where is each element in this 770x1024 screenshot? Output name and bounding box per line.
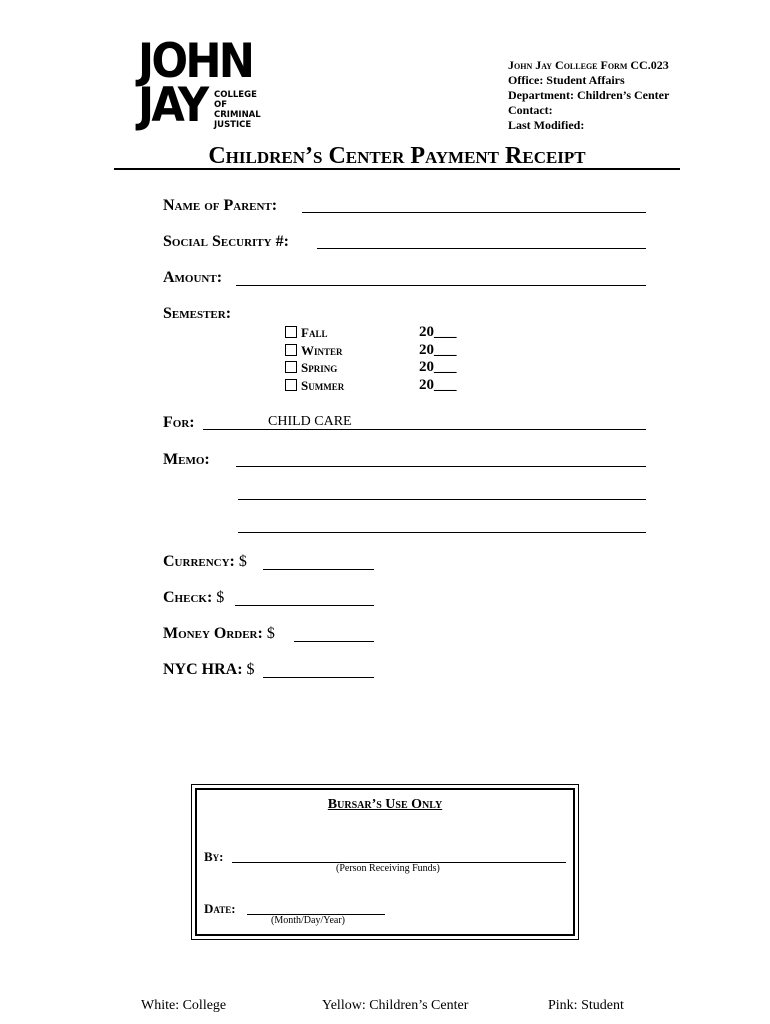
bursar-date-note: (Month/Day/Year) [271,915,345,926]
amount-label: Amount: [163,269,223,286]
amount-field[interactable] [236,285,646,286]
memo-field-line-2[interactable] [238,499,646,500]
footer-pink-copy: Pink: Student [548,998,624,1013]
for-label: For: [163,414,195,431]
page-title: Children’s Center Payment Receipt [208,143,586,169]
memo-label: Memo: [163,451,210,468]
title-underline [114,168,680,170]
bursar-by-label: By: [204,849,224,864]
semester-option-summer[interactable]: Summer [285,378,344,394]
department-line: Department: Children’s Center [508,88,670,102]
for-value: CHILD CARE [268,414,352,429]
ssn-field[interactable] [317,248,646,249]
parent-name-field[interactable] [302,212,646,213]
money-order-label: Money Order: $ [163,625,275,642]
office-line: Office: Student Affairs [508,73,625,87]
checkbox-icon[interactable] [285,361,297,373]
logo-line-2: JAY [138,78,207,133]
semester-option-fall[interactable]: Fall [285,325,327,341]
semester-year-spring: 20___ [419,359,457,375]
contact-line: Contact: [508,103,553,117]
semester-year-winter: 20___ [419,342,457,358]
logo-small-text: COLLEGE OF CRIMINAL JUSTICE [214,90,261,130]
parent-name-label: Name of Parent: [163,197,278,214]
semester-label: Semester: [163,305,232,322]
checkbox-icon[interactable] [285,326,297,338]
nyc-hra-label: NYC HRA: $ [163,661,255,678]
bursar-by-note: (Person Receiving Funds) [336,863,440,874]
ssn-label: Social Security #: [163,233,289,250]
footer-white-copy: White: College [141,998,227,1013]
memo-field-line-3[interactable] [238,532,646,533]
logo-line-1: JOHN [138,34,253,89]
currency-label: Currency: $ [163,553,247,570]
bursar-heading: Bursar’s Use Only [327,797,443,812]
footer-yellow-copy: Yellow: Children’s Center [322,998,469,1013]
check-field[interactable] [235,605,374,606]
checkbox-icon[interactable] [285,379,297,391]
last-modified-line: Last Modified: [508,118,585,132]
john-jay-logo [138,34,262,133]
semester-year-summer: 20___ [419,377,457,393]
form-header-info [508,58,669,133]
form-number: John Jay College Form CC.023 [508,58,669,72]
memo-field-line-1[interactable] [236,466,646,467]
nyc-hra-field[interactable] [263,677,374,678]
bursar-date-label: Date: [204,901,236,916]
check-label: Check: $ [163,589,225,606]
checkbox-icon[interactable] [285,344,297,356]
semester-option-spring[interactable]: Spring [285,360,337,376]
bursar-use-box [191,784,579,940]
semester-option-winter[interactable]: Winter [285,343,343,359]
currency-field[interactable] [263,569,374,570]
money-order-field[interactable] [294,641,374,642]
semester-year-fall: 20___ [419,324,457,340]
